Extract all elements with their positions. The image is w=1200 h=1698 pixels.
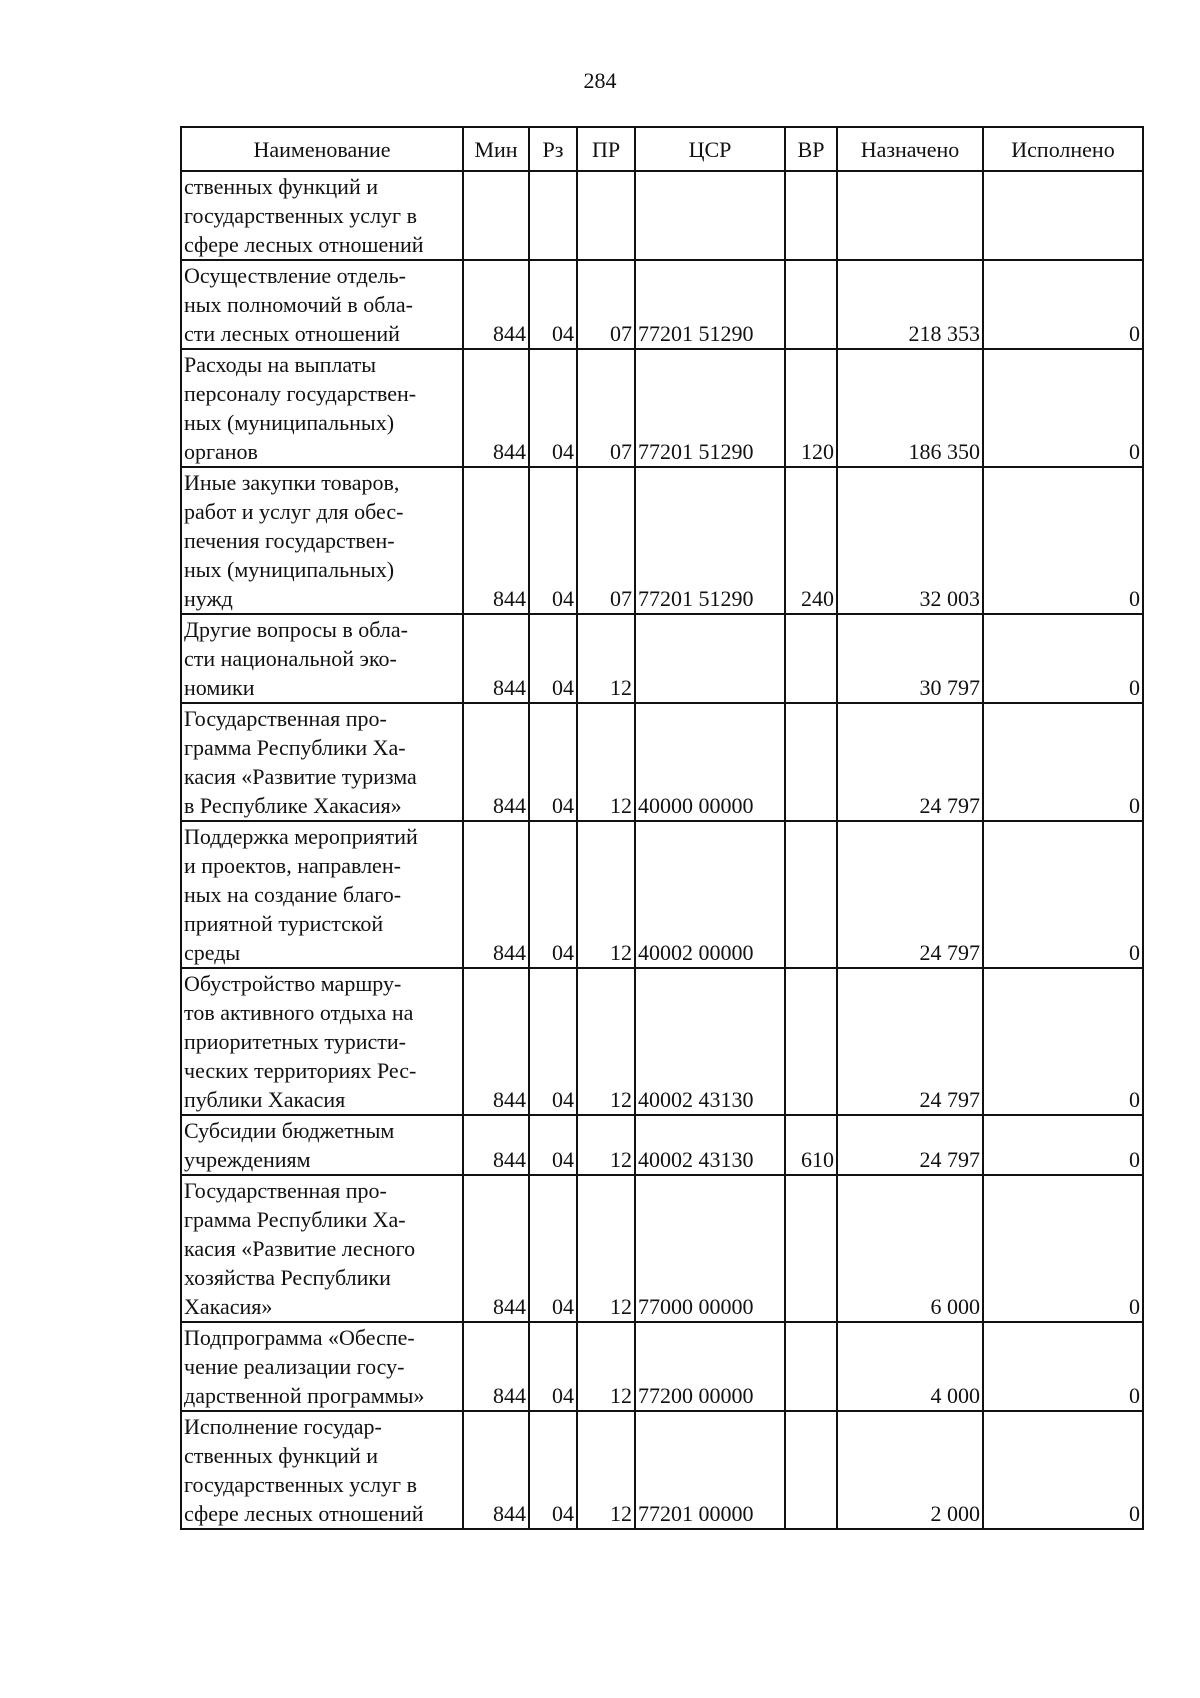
vr-cell: 120: [785, 349, 837, 467]
column-header-min: Мин: [463, 127, 529, 171]
pr-cell: 07: [577, 349, 635, 467]
pr-cell: 12: [577, 968, 635, 1115]
vr-cell: [785, 821, 837, 968]
name-cell: Субсидии бюджетным учреждениям: [181, 1115, 463, 1175]
budget-table: [180, 126, 1144, 1530]
executed-cell: 0: [983, 1411, 1143, 1529]
min-cell: 844: [463, 467, 529, 614]
column-header-assigned: Назначено: [837, 127, 983, 171]
table-row: [181, 614, 1143, 703]
executed-cell: 0: [983, 703, 1143, 821]
executed-cell: 0: [983, 968, 1143, 1115]
table-row: [181, 260, 1143, 349]
pr-cell: 12: [577, 821, 635, 968]
rz-cell: 04: [529, 703, 577, 821]
rz-cell: 04: [529, 260, 577, 349]
vr-cell: 610: [785, 1115, 837, 1175]
pr-cell: 12: [577, 614, 635, 703]
vr-cell: [785, 968, 837, 1115]
pr-cell: 12: [577, 703, 635, 821]
column-header-csr: ЦСР: [635, 127, 785, 171]
min-cell: 844: [463, 1175, 529, 1322]
rz-cell: 04: [529, 467, 577, 614]
min-cell: 844: [463, 1322, 529, 1411]
page-number: 284: [583, 68, 617, 93]
column-header-pr: ПР: [577, 127, 635, 171]
min-cell: 844: [463, 821, 529, 968]
table-row: [181, 1322, 1143, 1411]
name-cell: Исполнение государ- ственных функций и государственных услуг в сфере лесных отношений: [181, 1411, 463, 1529]
name-cell: Обустройство маршру- тов активного отдыха на приоритетных туристи- ческих территориях Рес- публики Хакасия: [181, 968, 463, 1115]
csr-cell: 77201 51290: [635, 467, 785, 614]
name-cell: Другие вопросы в обла- сти национальной эко- номики: [181, 614, 463, 703]
table-row: [181, 349, 1143, 467]
executed-cell: [983, 171, 1143, 260]
table-header: [181, 127, 1143, 171]
pr-cell: 12: [577, 1411, 635, 1529]
assigned-cell: [837, 171, 983, 260]
executed-cell: 0: [983, 349, 1143, 467]
assigned-cell: 24 797: [837, 968, 983, 1115]
name-cell: Государственная про- грамма Республики Ха- касия «Развитие туризма в Республике Хакасия»: [181, 703, 463, 821]
pr-cell: 12: [577, 1175, 635, 1322]
column-header-executed: Исполнено: [983, 127, 1143, 171]
csr-cell: 77201 00000: [635, 1411, 785, 1529]
assigned-cell: 30 797: [837, 614, 983, 703]
csr-cell: 40002 00000: [635, 821, 785, 968]
min-cell: 844: [463, 968, 529, 1115]
pr-cell: 07: [577, 467, 635, 614]
rz-cell: 04: [529, 1115, 577, 1175]
pr-cell: 12: [577, 1115, 635, 1175]
executed-cell: 0: [983, 614, 1143, 703]
rz-cell: 04: [529, 614, 577, 703]
executed-cell: 0: [983, 467, 1143, 614]
rz-cell: 04: [529, 968, 577, 1115]
min-cell: 844: [463, 1411, 529, 1529]
assigned-cell: 4 000: [837, 1322, 983, 1411]
assigned-cell: 218 353: [837, 260, 983, 349]
table-row: [181, 821, 1143, 968]
vr-cell: [785, 1175, 837, 1322]
vr-cell: 240: [785, 467, 837, 614]
table-body: [181, 171, 1143, 1529]
assigned-cell: 24 797: [837, 703, 983, 821]
vr-cell: [785, 703, 837, 821]
executed-cell: 0: [983, 1322, 1143, 1411]
rz-cell: 04: [529, 349, 577, 467]
min-cell: 844: [463, 1115, 529, 1175]
assigned-cell: 32 003: [837, 467, 983, 614]
rz-cell: [529, 171, 577, 260]
pr-cell: [577, 171, 635, 260]
name-cell: Расходы на выплаты персоналу государствен- ных (муниципальных) органов: [181, 349, 463, 467]
name-cell: Государственная про- грамма Республики Ха- касия «Развитие лесного хозяйства Республики Хакасия»: [181, 1175, 463, 1322]
csr-cell: 77201 51290: [635, 349, 785, 467]
min-cell: 844: [463, 349, 529, 467]
csr-cell: 77201 51290: [635, 260, 785, 349]
executed-cell: 0: [983, 1175, 1143, 1322]
name-cell: Осуществление отдель- ных полномочий в обла- сти лесных отношений: [181, 260, 463, 349]
assigned-cell: 2 000: [837, 1411, 983, 1529]
pr-cell: 07: [577, 260, 635, 349]
rz-cell: 04: [529, 821, 577, 968]
header-row: [181, 127, 1143, 171]
min-cell: 844: [463, 614, 529, 703]
csr-cell: 40002 43130: [635, 968, 785, 1115]
table-row: [181, 467, 1143, 614]
assigned-cell: 186 350: [837, 349, 983, 467]
csr-cell: 77200 00000: [635, 1322, 785, 1411]
vr-cell: [785, 1411, 837, 1529]
table-row: [181, 171, 1143, 260]
pr-cell: 12: [577, 1322, 635, 1411]
assigned-cell: 24 797: [837, 1115, 983, 1175]
name-cell: Поддержка мероприятий и проектов, направлен- ных на создание благо- приятной туристской среды: [181, 821, 463, 968]
table-row: [181, 1115, 1143, 1175]
min-cell: 844: [463, 703, 529, 821]
table-row: [181, 1175, 1143, 1322]
assigned-cell: 6 000: [837, 1175, 983, 1322]
csr-cell: 40002 43130: [635, 1115, 785, 1175]
csr-cell: [635, 614, 785, 703]
csr-cell: 40000 00000: [635, 703, 785, 821]
min-cell: 844: [463, 260, 529, 349]
column-header-rz: Рз: [529, 127, 577, 171]
executed-cell: 0: [983, 1115, 1143, 1175]
rz-cell: 04: [529, 1175, 577, 1322]
table-row: [181, 1411, 1143, 1529]
vr-cell: [785, 1322, 837, 1411]
column-header-vr: ВР: [785, 127, 837, 171]
vr-cell: [785, 260, 837, 349]
executed-cell: 0: [983, 260, 1143, 349]
vr-cell: [785, 614, 837, 703]
table-row: [181, 703, 1143, 821]
rz-cell: 04: [529, 1411, 577, 1529]
name-cell: ственных функций и государственных услуг в сфере лесных отношений: [181, 171, 463, 260]
executed-cell: 0: [983, 821, 1143, 968]
name-cell: Иные закупки товаров, работ и услуг для обес- печения государствен- ных (муниципальных) нужд: [181, 467, 463, 614]
name-cell: Подпрограмма «Обеспе- чение реализации госу- дарственной программы»: [181, 1322, 463, 1411]
min-cell: [463, 171, 529, 260]
rz-cell: 04: [529, 1322, 577, 1411]
csr-cell: 77000 00000: [635, 1175, 785, 1322]
assigned-cell: 24 797: [837, 821, 983, 968]
vr-cell: [785, 171, 837, 260]
csr-cell: [635, 171, 785, 260]
column-header-name: Наименование: [181, 127, 463, 171]
table-row: [181, 968, 1143, 1115]
